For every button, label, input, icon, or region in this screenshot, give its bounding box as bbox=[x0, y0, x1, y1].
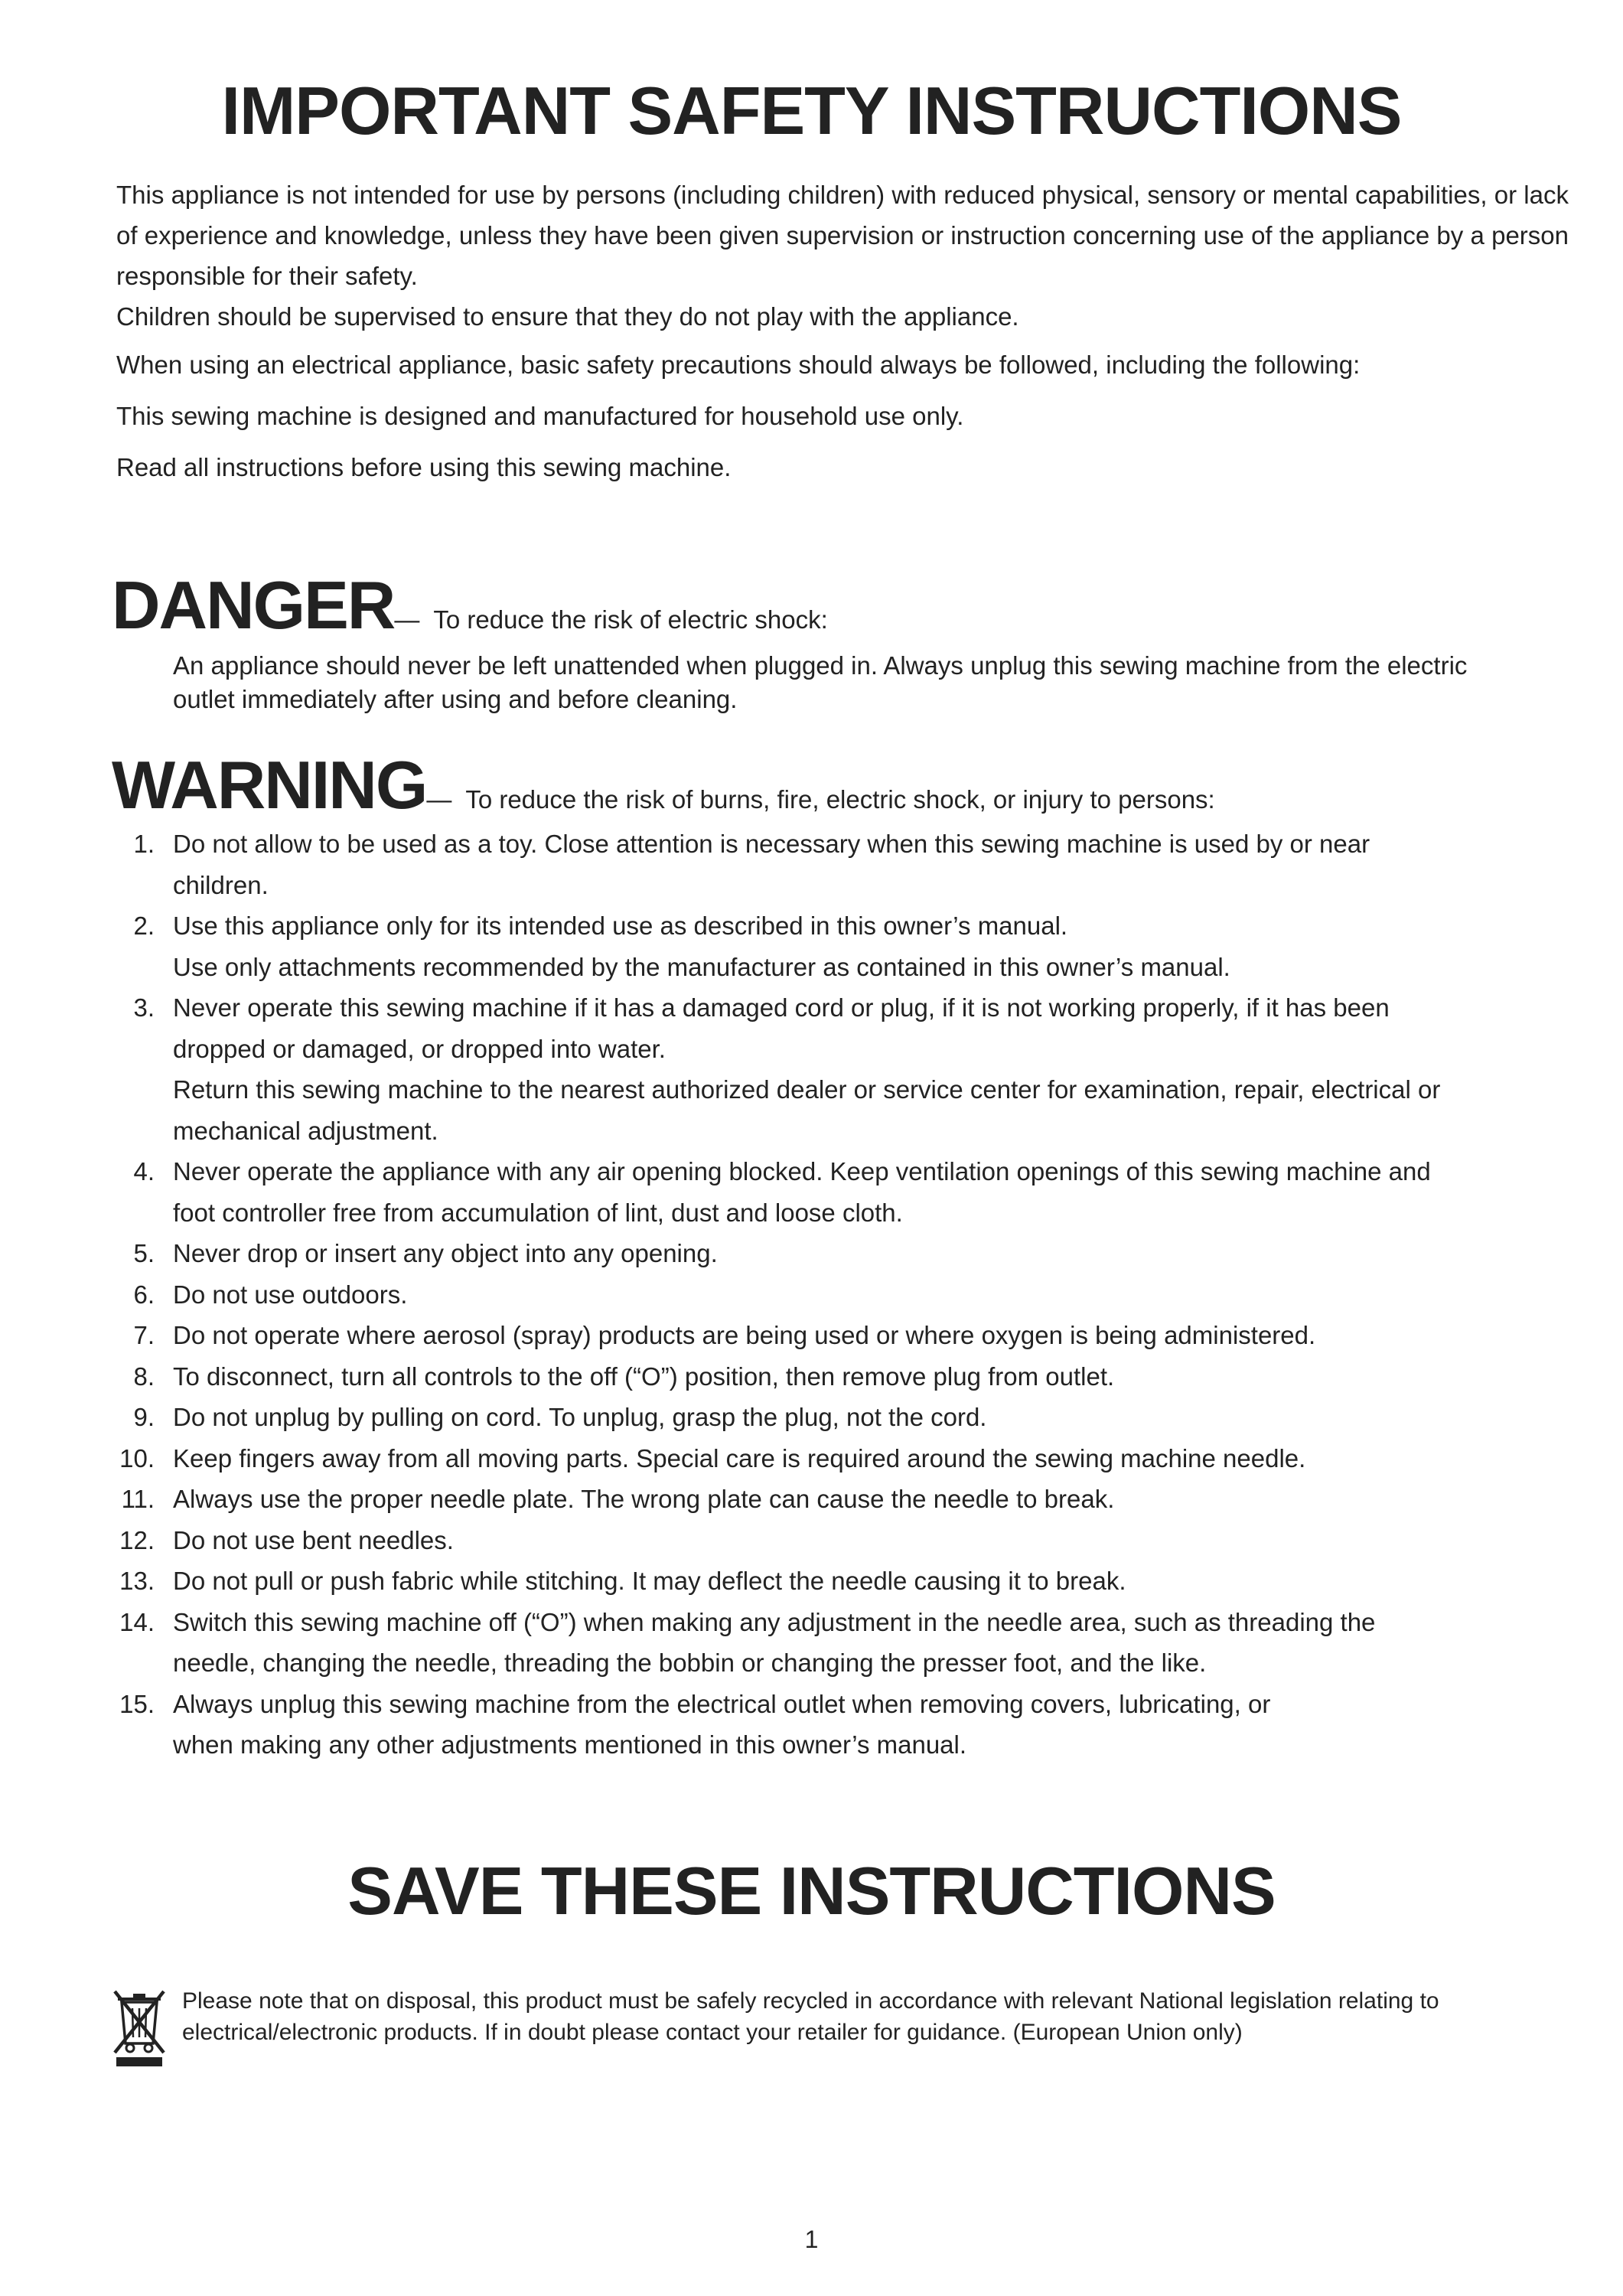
warning-item-number: 9. bbox=[133, 1403, 155, 1431]
warning-dash: — bbox=[426, 785, 452, 814]
warning-item-text: Always use the proper needle plate. The wrong plate can cause the needle to break. bbox=[173, 1485, 1115, 1513]
warning-item-number: 14. bbox=[119, 1607, 155, 1636]
warning-list bbox=[99, 823, 1553, 1766]
warning-item-text: Do not use bent needles. bbox=[173, 1525, 454, 1554]
intro-paragraph-household: This sewing machine is designed and manufactured for household use only. bbox=[116, 402, 964, 430]
warning-item-number: 12. bbox=[119, 1525, 155, 1554]
warning-item bbox=[99, 1438, 1553, 1479]
intro-section bbox=[116, 174, 1569, 488]
warning-item-number: 8. bbox=[133, 1362, 155, 1391]
warning-item-text: Do not operate where aerosol (spray) products are being used or where oxygen is being administered. bbox=[173, 1321, 1316, 1349]
warning-item-number: 13. bbox=[119, 1567, 155, 1595]
warning-item-number: 6. bbox=[133, 1280, 155, 1309]
intro-paragraph-supervision: This appliance is not intended for use by persons (including children) with reduced physical, sensory or mental capabilities, or lack of experience and knowledge, unless they have been given supervision or instruction concerning use of the appliance by a person responsible for their safety. bbox=[116, 181, 1569, 290]
warning-item-text: To disconnect, turn all controls to the off (“O”) position, then remove plug from outlet. bbox=[173, 1362, 1115, 1391]
warning-item bbox=[99, 1356, 1553, 1397]
warning-item-text: Do not use outdoors. bbox=[173, 1280, 408, 1309]
warning-item bbox=[99, 905, 1553, 987]
warning-item bbox=[99, 1479, 1553, 1520]
warning-item-number: 7. bbox=[133, 1321, 155, 1349]
warning-item-text: Return this sewing machine to the nearest authorized dealer or service center for examination, repair, electrical or bbox=[173, 1075, 1441, 1104]
warning-item-text: Do not allow to be used as a toy. Close attention is necessary when this sewing machine is used by or near bbox=[173, 830, 1370, 858]
warning-item bbox=[99, 1397, 1553, 1438]
warning-item-number: 10. bbox=[119, 1443, 155, 1473]
danger-heading bbox=[112, 566, 828, 644]
warning-item-text: children. bbox=[173, 870, 269, 899]
danger-intro: To reduce the risk of electric shock: bbox=[433, 605, 828, 634]
danger-body: An appliance should never be left unattended when plugged in. Always unplug this sewing machine from the electric outlet immediately after using and before cleaning. bbox=[173, 651, 1468, 713]
warning-item-text: Switch this sewing machine off (“O”) when making any adjustment in the needle area, such as threading the bbox=[173, 1607, 1376, 1636]
warning-item-text: dropped or damaged, or dropped into water. bbox=[173, 1034, 666, 1063]
warning-intro: To reduce the risk of burns, fire, electric shock, or injury to persons: bbox=[465, 785, 1215, 814]
warning-item-number: 3. bbox=[133, 993, 155, 1022]
warning-item-number: 4. bbox=[133, 1157, 155, 1186]
warning-item-text: needle, changing the needle, threading the bobbin or changing the presser foot, and the like. bbox=[173, 1649, 1207, 1677]
warning-label: WARNING bbox=[112, 747, 427, 823]
warning-item-number: 15. bbox=[119, 1689, 155, 1718]
warning-item bbox=[99, 1520, 1553, 1561]
intro-paragraph-read-all: Read all instructions before using this sewing machine. bbox=[116, 453, 732, 481]
warning-item-text: Never drop or insert any object into any opening. bbox=[173, 1239, 718, 1267]
page-number: 1 bbox=[804, 2226, 819, 2253]
warning-item bbox=[99, 987, 1553, 1151]
warning-item-text: Always unplug this sewing machine from the electrical outlet when removing covers, lubricating, or bbox=[173, 1689, 1271, 1718]
intro-paragraph-children: Children should be supervised to ensure that they do not play with the appliance. bbox=[116, 302, 1019, 331]
warning-item-text: Never operate this sewing machine if it has a damaged cord or plug, if it is not working properly, if it has been bbox=[173, 993, 1390, 1022]
warning-heading bbox=[112, 746, 1215, 824]
warning-item-text: foot controller free from accumulation of lint, dust and loose cloth. bbox=[173, 1198, 903, 1227]
warning-item bbox=[99, 1233, 1553, 1274]
warning-item bbox=[99, 1315, 1553, 1356]
danger-dash: — bbox=[394, 605, 420, 634]
warning-item bbox=[99, 1274, 1553, 1316]
disposal-text: Please note that on disposal, this product must be safely recycled in accordance with relevant National legislation relating to electrical/electronic products. If in doubt please contact your retailer for guidance. (European Union only) bbox=[182, 1988, 1439, 2045]
danger-label: DANGER bbox=[112, 567, 395, 643]
warning-item-text: when making any other adjustments mentioned in this owner’s manual. bbox=[173, 1730, 967, 1759]
page-title: IMPORTANT SAFETY INSTRUCTIONS bbox=[221, 73, 1402, 148]
warning-item-number: 1. bbox=[133, 830, 155, 858]
warning-item-text: Use this appliance only for its intended use as described in this owner’s manual. bbox=[173, 912, 1068, 940]
crossed-out-wheelie-bin-icon bbox=[112, 1987, 167, 2066]
warning-item-text: Do not pull or push fabric while stitching. It may deflect the needle causing it to break. bbox=[173, 1567, 1126, 1595]
warning-item bbox=[99, 1151, 1553, 1233]
warning-item-number: 2. bbox=[133, 912, 155, 940]
warning-item-text: Use only attachments recommended by the manufacturer as contained in this owner’s manual. bbox=[173, 952, 1230, 981]
warning-item-text: Never operate the appliance with any air opening blocked. Keep ventilation openings of this sewing machine and bbox=[173, 1157, 1431, 1186]
warning-item bbox=[99, 1684, 1553, 1766]
warning-item-number: 5. bbox=[133, 1239, 155, 1267]
warning-item-text: Keep fingers away from all moving parts. Special care is required around the sewing machine needle. bbox=[173, 1443, 1306, 1473]
warning-item bbox=[99, 1561, 1553, 1602]
warning-item-text: mechanical adjustment. bbox=[173, 1116, 438, 1145]
warning-item bbox=[99, 823, 1553, 905]
warning-item-text: Do not unplug by pulling on cord. To unplug, grasp the plug, not the cord. bbox=[173, 1403, 987, 1431]
warning-item-number: 11. bbox=[121, 1485, 155, 1513]
intro-paragraph-precautions: When using an electrical appliance, basic safety precautions should always be followed, including the following: bbox=[116, 351, 1361, 379]
warning-item bbox=[99, 1602, 1553, 1684]
save-instructions-title: SAVE THESE INSTRUCTIONS bbox=[347, 1853, 1276, 1929]
